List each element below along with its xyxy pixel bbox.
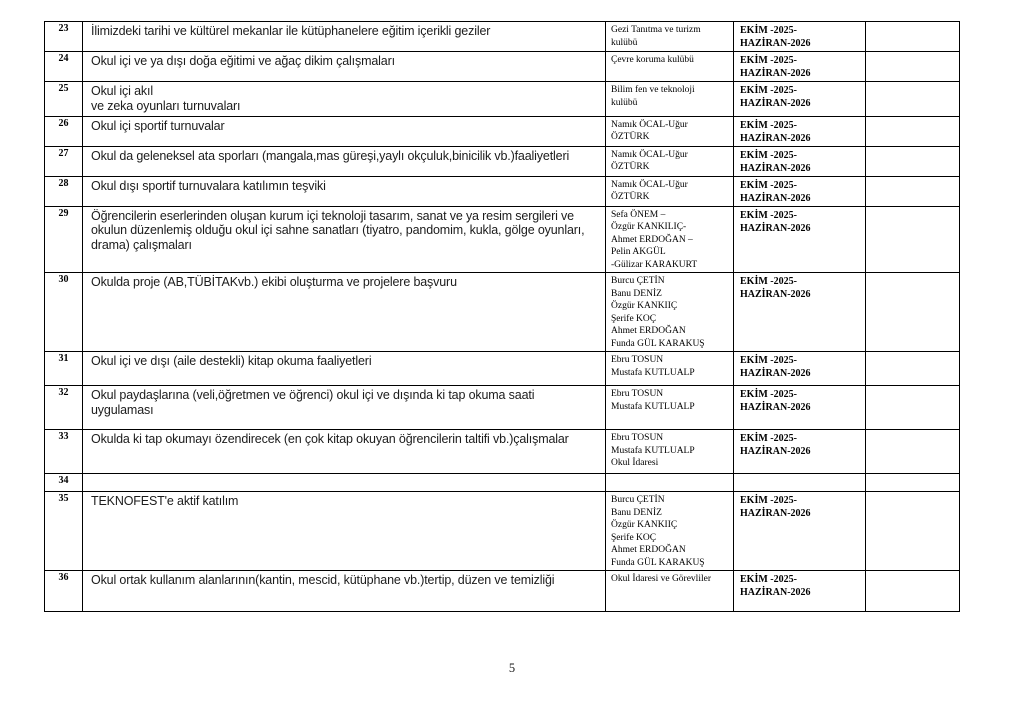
activity-cell: Okul dışı sportif turnuvalara katılımın teşviki [83,176,606,206]
responsible-cell: Sefa ÖNEM – Özgür KANKILIÇ- Ahmet ERDOĞAN – Pelin AKGÜL -Gülizar KARAKURT [606,206,734,273]
date-cell: EKİM -2025- HAZİRAN-2026 [734,352,866,386]
activity-cell: TEKNOFEST'e aktif katılım [83,492,606,571]
row-number: 25 [45,82,83,117]
row-number: 32 [45,386,83,430]
row-number: 27 [45,146,83,176]
responsible-cell: Ebru TOSUN Mustafa KUTLUALP [606,386,734,430]
row-number: 31 [45,352,83,386]
date-cell: EKİM -2025- HAZİRAN-2026 [734,22,866,52]
responsible-cell: Okul İdaresi ve Görevliler [606,571,734,612]
empty-cell [866,474,960,492]
empty-cell [866,386,960,430]
responsible-cell: Namık ÖCAL-Uğur ÖZTÜRK [606,146,734,176]
date-cell: EKİM -2025- HAZİRAN-2026 [734,82,866,117]
table-row [45,206,960,273]
activity-cell: Okul ortak kullanım alanlarının(kantin, mescid, kütüphane vb.)tertip, düzen ve temizliği [83,571,606,612]
activity-cell: Okulda ki tap okumayı özendirecek (en çok kitap okuyan öğrencilerin taltifi vb.)çalışmalar [83,430,606,474]
date-cell: EKİM -2025- HAZİRAN-2026 [734,116,866,146]
table-row [45,273,960,352]
activity-cell: Okul içi ve ya dışı doğa eğitimi ve ağaç dikim çalışmaları [83,52,606,82]
table-row [45,22,960,52]
activity-cell: Okul da geleneksel ata sporları (mangala,mas güreşi,yaylı okçuluk,binicilik vb.)faaliyetleri [83,146,606,176]
table-row [45,386,960,430]
responsible-cell: Ebru TOSUN Mustafa KUTLUALP Okul İdaresi [606,430,734,474]
empty-cell [866,146,960,176]
empty-cell [866,273,960,352]
row-number: 33 [45,430,83,474]
empty-cell [866,116,960,146]
responsible-cell: Gezi Tanıtma ve turizm kulübü [606,22,734,52]
activity-plan-table [44,21,960,612]
table-row [45,492,960,571]
activity-cell: Okul içi sportif turnuvalar [83,116,606,146]
date-cell: EKİM -2025- HAZİRAN-2026 [734,176,866,206]
date-cell: EKİM -2025- HAZİRAN-2026 [734,386,866,430]
row-number: 30 [45,273,83,352]
empty-cell [866,52,960,82]
empty-cell [866,492,960,571]
page-number: 5 [508,661,516,675]
activity-cell: Okul içi akıl ve zeka oyunları turnuvaları [83,82,606,117]
table-body [45,22,960,612]
empty-cell [866,206,960,273]
date-cell: EKİM -2025- HAZİRAN-2026 [734,571,866,612]
table-row [45,571,960,612]
row-number: 36 [45,571,83,612]
empty-cell [866,176,960,206]
activity-cell: Okul paydaşlarına (veli,öğretmen ve öğrenci) okul içi ve dışında ki tap okuma saati uygulaması [83,386,606,430]
empty-cell [866,430,960,474]
responsible-cell: Ebru TOSUN Mustafa KUTLUALP [606,352,734,386]
date-cell [734,474,866,492]
row-number: 23 [45,22,83,52]
table-row [45,116,960,146]
date-cell: EKİM -2025- HAZİRAN-2026 [734,430,866,474]
empty-cell [866,82,960,117]
date-cell: EKİM -2025- HAZİRAN-2026 [734,206,866,273]
row-number: 26 [45,116,83,146]
table-row [45,82,960,117]
date-cell: EKİM -2025- HAZİRAN-2026 [734,146,866,176]
responsible-cell: Çevre koruma kulübü [606,52,734,82]
row-number: 28 [45,176,83,206]
activity-cell: İlimizdeki tarihi ve kültürel mekanlar ile kütüphanelere eğitim içerikli geziler [83,22,606,52]
responsible-cell: Burcu ÇETİN Banu DENİZ Özgür KANKIIÇ Şerife KOÇ Ahmet ERDOĞAN Funda GÜL KARAKUŞ [606,492,734,571]
table-row [45,176,960,206]
row-number: 24 [45,52,83,82]
table-row [45,352,960,386]
table-row [45,146,960,176]
activity-cell: Okul içi ve dışı (aile destekli) kitap okuma faaliyetleri [83,352,606,386]
responsible-cell: Burcu ÇETİN Banu DENİZ Özgür KANKIIÇ Şerife KOÇ Ahmet ERDOĞAN Funda GÜL KARAKUŞ [606,273,734,352]
date-cell: EKİM -2025- HAZİRAN-2026 [734,273,866,352]
table-row [45,430,960,474]
activity-cell: Okulda proje (AB,TÜBİTAKvb.) ekibi oluşturma ve projelere başvuru [83,273,606,352]
row-number: 35 [45,492,83,571]
activity-cell: Öğrencilerin eserlerinden oluşan kurum içi teknoloji tasarım, sanat ve ya resim sergileri ve okulun düzenlemiş olduğu okul içi sahne sanatları (tiyatro, pandomim, kukla, gölge oyunları, drama) çalışmaları [83,206,606,273]
responsible-cell [606,474,734,492]
row-number: 29 [45,206,83,273]
date-cell: EKİM -2025- HAZİRAN-2026 [734,52,866,82]
empty-cell [866,352,960,386]
responsible-cell: Namık ÖCAL-Uğur ÖZTÜRK [606,116,734,146]
empty-cell [866,571,960,612]
responsible-cell: Namık ÖCAL-Uğur ÖZTÜRK [606,176,734,206]
table-row [45,52,960,82]
table-row [45,474,960,492]
row-number: 34 [45,474,83,492]
date-cell: EKİM -2025- HAZİRAN-2026 [734,492,866,571]
activity-cell [83,474,606,492]
responsible-cell: Bilim fen ve teknoloji kulübü [606,82,734,117]
empty-cell [866,22,960,52]
